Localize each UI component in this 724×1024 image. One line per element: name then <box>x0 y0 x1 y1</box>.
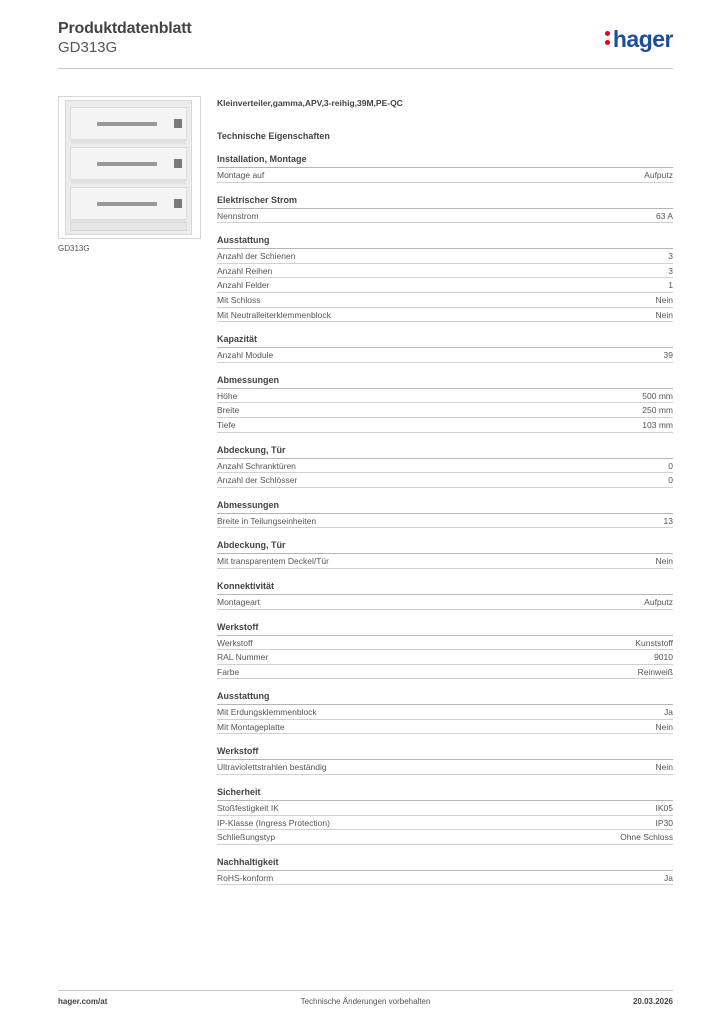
spec-value: 63 A <box>655 210 673 221</box>
spec-value: 1 <box>668 280 673 291</box>
spec-row <box>217 665 673 680</box>
spec-value: IP30 <box>655 817 673 828</box>
spec-label: Anzahl Schranktüren <box>217 460 296 471</box>
spec-row <box>217 249 673 264</box>
spec-value: 103 mm <box>642 419 673 430</box>
spec-value: 0 <box>668 460 673 471</box>
spec-label: Montage auf <box>217 170 265 180</box>
spec-value: Nein <box>655 762 673 773</box>
spec-label: Tiefe <box>217 419 236 430</box>
spec-value: 13 <box>663 515 673 526</box>
spec-value: Aufputz <box>644 170 673 180</box>
spec-group <box>217 333 673 363</box>
section-heading: Technische Eigenschaften <box>217 131 330 141</box>
spec-group-title: Elektrischer Strom <box>217 194 298 205</box>
spec-label: Anzahl Module <box>217 350 274 361</box>
spec-label: Montageart <box>217 596 260 607</box>
spec-value: Ja <box>664 872 673 883</box>
spec-label: Breite in Teilungseinheiten <box>217 515 317 526</box>
spec-group-title: Nachhaltigkeit <box>217 856 279 867</box>
page-header <box>58 20 673 68</box>
spec-row <box>217 293 673 308</box>
spec-group-title: Ausstattung <box>217 691 270 702</box>
spec-value: 0 <box>668 475 673 486</box>
spec-row <box>217 459 673 474</box>
footer-date: 20.03.2026 <box>632 997 673 1006</box>
logo-text: hager <box>612 26 673 52</box>
spec-label: Schließungstyp <box>217 832 276 843</box>
distribution-board-illustration <box>65 100 192 235</box>
spec-label: RAL Nummer <box>217 652 269 663</box>
spec-value: Ohne Schloss <box>620 832 673 843</box>
spec-value: 500 mm <box>642 390 673 401</box>
product-image <box>58 96 201 239</box>
spec-row <box>217 650 673 665</box>
spec-row <box>217 720 673 735</box>
spec-group-title: Konnektivität <box>217 580 275 591</box>
spec-row <box>217 760 673 775</box>
spec-label: Anzahl Felder <box>217 280 270 291</box>
spec-row <box>217 830 673 845</box>
spec-row <box>217 554 673 569</box>
spec-label: Ultraviolettstrahlen beständig <box>217 762 327 773</box>
rail-row <box>70 187 187 220</box>
spec-row <box>217 514 673 529</box>
spec-group <box>217 374 673 433</box>
spec-value: 39 <box>663 350 673 361</box>
spec-value: Nein <box>655 309 673 320</box>
spec-label: Stoßfestigkeit IK <box>217 803 279 814</box>
spec-row <box>217 595 673 610</box>
spec-row <box>217 705 673 720</box>
spec-group <box>217 621 673 680</box>
spec-value: Nein <box>655 294 673 305</box>
spec-group-title: Sicherheit <box>217 787 261 798</box>
footer-website[interactable]: hager.com/at <box>58 997 108 1006</box>
spec-group <box>217 194 673 224</box>
spec-row <box>217 473 673 488</box>
bottom-strip <box>70 222 187 231</box>
spec-label: Farbe <box>217 666 240 677</box>
spec-value: Nein <box>655 556 673 567</box>
product-code: GD313G <box>58 39 118 56</box>
spec-content <box>217 97 673 885</box>
spec-value: 3 <box>668 251 673 262</box>
spec-value: Reinweiß <box>637 666 673 677</box>
spec-value: 250 mm <box>642 405 673 416</box>
spec-value: Nein <box>655 721 673 732</box>
spec-group <box>217 234 673 322</box>
image-caption: GD313G <box>58 244 90 253</box>
spec-row <box>217 308 673 323</box>
spec-row <box>217 278 673 293</box>
spec-value: IK05 <box>655 803 673 814</box>
spec-label: Mit Erdungsklemmenblock <box>217 707 317 718</box>
spec-group-title: Werkstoff <box>217 746 259 757</box>
spec-label: Höhe <box>217 390 238 401</box>
spec-label: Werkstoff <box>217 637 253 648</box>
logo-colon-icon <box>605 31 612 49</box>
spec-label: IP-Klasse (Ingress Protection) <box>217 817 330 828</box>
product-description: Kleinverteiler,gamma,APV,3-reihig,39M,PE-QC <box>217 98 403 108</box>
spec-group-title: Abmessungen <box>217 499 280 510</box>
spec-group-title: Ausstattung <box>217 235 270 246</box>
spec-label: Nennstrom <box>217 210 259 221</box>
spec-group-title: Installation, Montage <box>217 154 307 164</box>
spec-group-title: Kapazität <box>217 334 258 345</box>
footer-notice: Technische Änderungen vorbehalten <box>300 997 431 1006</box>
spec-group <box>217 499 673 529</box>
rail-row <box>70 107 187 140</box>
spec-label: Mit Neutralleiterklemmenblock <box>217 309 331 320</box>
spec-group <box>217 444 673 488</box>
spec-row <box>217 168 673 183</box>
spec-group-title: Werkstoff <box>217 621 259 632</box>
spec-row <box>217 636 673 651</box>
footer-divider <box>58 990 673 991</box>
spec-value: Aufputz <box>644 596 673 607</box>
spec-group <box>217 690 673 734</box>
spec-label: Mit transparentem Deckel/Tür <box>217 556 329 567</box>
spec-value: Kunststoff <box>635 637 673 648</box>
spec-groups <box>217 153 673 885</box>
spec-group <box>217 153 673 183</box>
spec-label: Anzahl der Schlösser <box>217 475 298 486</box>
rail-row <box>70 147 187 180</box>
spec-group <box>217 856 673 886</box>
spec-row <box>217 389 673 404</box>
spec-label: RoHS-konform <box>217 872 274 883</box>
spec-label: Mit Montageplatte <box>217 721 285 732</box>
spec-group <box>217 539 673 569</box>
spec-row <box>217 209 673 224</box>
spec-row <box>217 871 673 886</box>
spec-label: Breite <box>217 405 240 416</box>
spec-row <box>217 418 673 433</box>
spec-row <box>217 264 673 279</box>
spec-group-title: Abmessungen <box>217 374 280 385</box>
page-footer <box>58 997 673 1011</box>
spec-group-title: Abdeckung, Tür <box>217 444 286 455</box>
spec-row <box>217 403 673 418</box>
document-title: Produktdatenblatt <box>58 20 192 37</box>
spec-row <box>217 801 673 816</box>
spec-group-title: Abdeckung, Tür <box>217 540 286 551</box>
spec-row <box>217 348 673 363</box>
spec-group <box>217 745 673 775</box>
spec-label: Mit Schloss <box>217 294 261 305</box>
spec-group <box>217 580 673 610</box>
header-divider <box>58 68 673 69</box>
spec-value: Ja <box>664 707 673 718</box>
hager-logo <box>605 26 673 53</box>
spec-label: Anzahl der Schienen <box>217 251 296 262</box>
spec-value: 9010 <box>654 652 673 663</box>
spec-label: Anzahl Reihen <box>217 265 273 276</box>
spec-value: 3 <box>668 265 673 276</box>
spec-row <box>217 816 673 831</box>
spec-group <box>217 786 673 845</box>
